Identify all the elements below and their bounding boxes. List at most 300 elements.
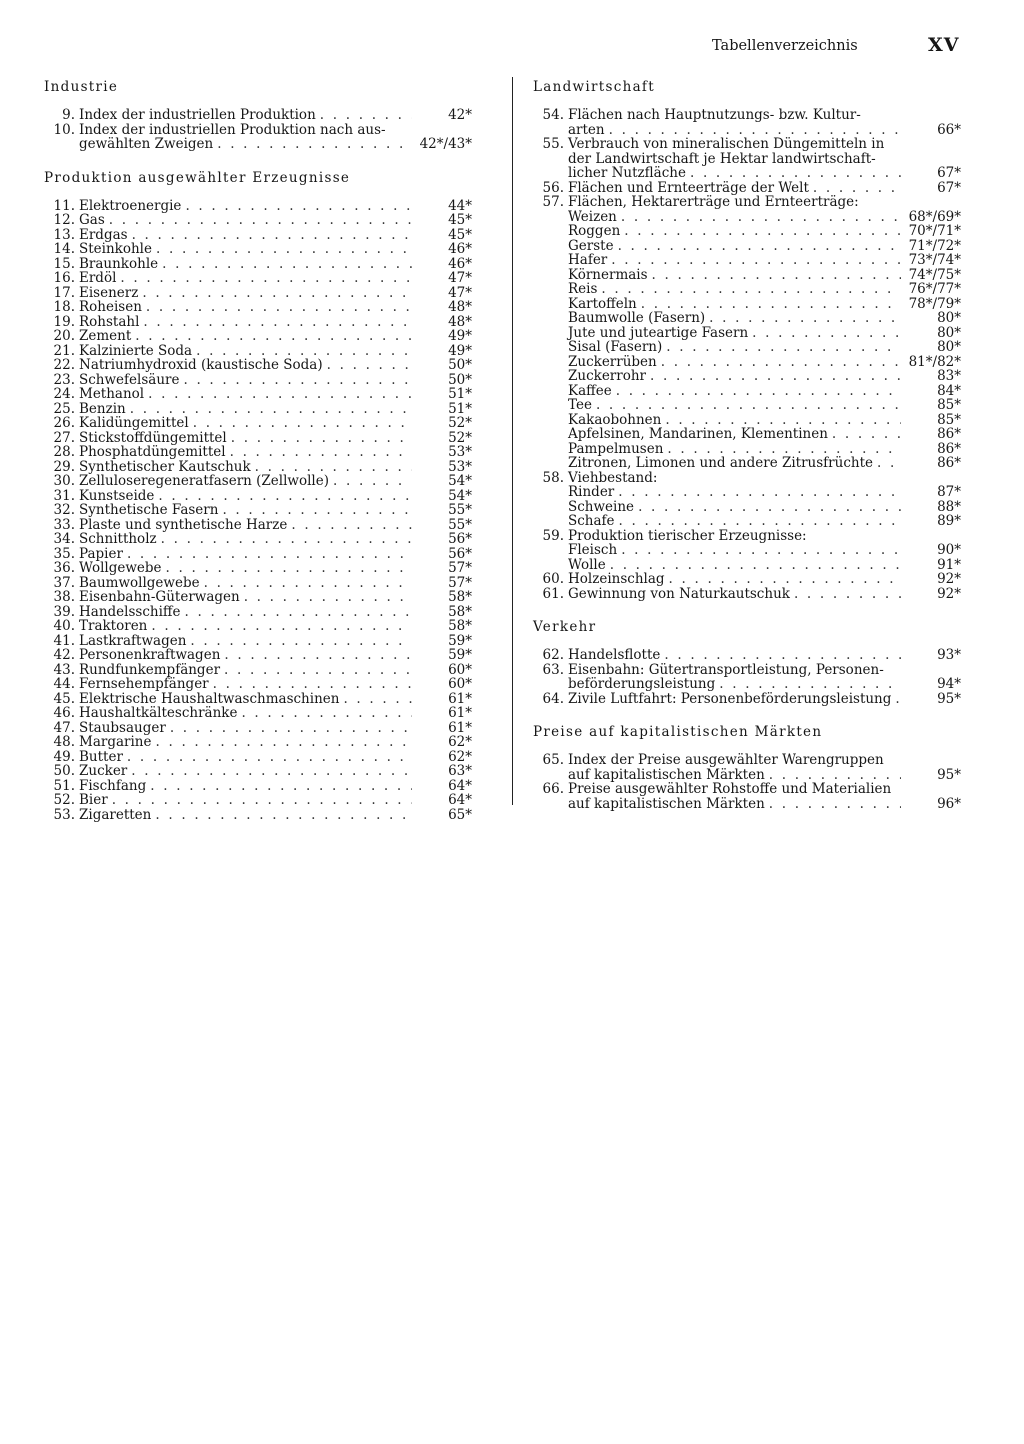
toc-entry bbox=[44, 518, 474, 533]
entry-title: Zigaretten bbox=[79, 806, 152, 823]
leader-dots bbox=[196, 344, 412, 359]
section-title: Preise auf kapitalistischen Märkten bbox=[533, 724, 823, 740]
entry-body bbox=[79, 257, 474, 272]
entry-line bbox=[568, 782, 963, 797]
entry-number: 50. bbox=[53, 763, 75, 779]
entry-line bbox=[568, 166, 963, 181]
entry-body bbox=[79, 692, 474, 707]
leader-dots bbox=[621, 210, 901, 225]
toc-entry bbox=[44, 648, 474, 663]
entry-line bbox=[79, 793, 474, 808]
page-reference: 92* bbox=[937, 585, 961, 602]
toc-entry bbox=[44, 793, 474, 808]
toc-entry bbox=[533, 648, 963, 663]
entry-line bbox=[568, 543, 963, 558]
entry-line bbox=[568, 413, 963, 428]
toc-entry bbox=[44, 605, 474, 620]
entry-number: 56. bbox=[542, 179, 564, 196]
entry-number: 15. bbox=[53, 255, 75, 272]
entry-title: Roheisen bbox=[79, 299, 142, 315]
entry-line bbox=[79, 561, 474, 576]
page-reference: 88* bbox=[937, 498, 961, 515]
page-reference: 85* bbox=[937, 397, 961, 413]
entry-line bbox=[568, 471, 963, 486]
entry-title: Butter bbox=[79, 748, 123, 765]
page-reference: 91* bbox=[937, 556, 961, 573]
entry-line bbox=[568, 123, 963, 138]
entry-title: auf kapitalistischen Märkten bbox=[568, 795, 765, 812]
page-reference: 59* bbox=[448, 632, 472, 649]
entry-title: Zivile Luftfahrt: Personenbeförderungsleistung bbox=[568, 690, 892, 707]
page-reference: 51* bbox=[448, 386, 472, 402]
page-reference: 44* bbox=[448, 197, 472, 214]
toc-subentry bbox=[533, 224, 963, 239]
leader-dots bbox=[769, 797, 901, 812]
entry-number: 30. bbox=[53, 473, 75, 489]
leader-dots bbox=[135, 329, 412, 344]
entry-number: 54. bbox=[542, 107, 564, 123]
entry-title: Sisal (Fasern) bbox=[568, 339, 663, 355]
leader-dots bbox=[333, 474, 412, 489]
leader-dots bbox=[156, 242, 412, 257]
entry-body bbox=[79, 750, 474, 765]
entry-title: Erdgas bbox=[79, 226, 128, 243]
toc-subentry bbox=[533, 282, 963, 297]
entry-body bbox=[568, 587, 963, 602]
entry-line bbox=[79, 721, 474, 736]
entry-line bbox=[79, 286, 474, 301]
page-reference: 95* bbox=[937, 690, 961, 707]
entry-title: Index der Preise ausgewählter Warengruppen bbox=[568, 752, 884, 768]
toc-entry bbox=[44, 721, 474, 736]
entry-title: Erdöl bbox=[79, 270, 117, 286]
entry-body bbox=[568, 442, 963, 457]
entry-number: 24. bbox=[53, 386, 75, 402]
entry-number: 52. bbox=[53, 792, 75, 808]
entry-body bbox=[568, 543, 963, 558]
leader-dots bbox=[217, 137, 412, 152]
entry-line bbox=[79, 431, 474, 446]
entry-body bbox=[79, 518, 474, 533]
page-reference: 83* bbox=[937, 368, 961, 384]
page-reference: 46* bbox=[448, 241, 472, 257]
page-reference: 49* bbox=[448, 328, 472, 344]
toc-entry bbox=[44, 561, 474, 576]
entry-body bbox=[568, 108, 963, 137]
toc-entry bbox=[44, 315, 474, 330]
toc-entry bbox=[44, 764, 474, 779]
entry-line bbox=[79, 706, 474, 721]
leader-dots bbox=[151, 619, 412, 634]
entry-line bbox=[79, 344, 474, 359]
toc-subentry bbox=[533, 355, 963, 370]
entry-body bbox=[79, 123, 474, 152]
entry-title: Roggen bbox=[568, 223, 621, 239]
page-reference: 67* bbox=[937, 165, 961, 181]
entry-number: 58. bbox=[542, 469, 564, 486]
entry-title: Wolle bbox=[568, 556, 606, 573]
entry-line bbox=[79, 634, 474, 649]
entry-line bbox=[79, 123, 474, 138]
entry-line bbox=[568, 768, 963, 783]
entry-title: Eisenbahn: Gütertransportleistung, Personen- bbox=[568, 661, 884, 678]
running-title: Tabellenverzeichnis bbox=[712, 38, 858, 54]
page-reference: 96* bbox=[937, 795, 961, 812]
toc-subentry bbox=[533, 268, 963, 283]
entry-title: Methanol bbox=[79, 386, 145, 402]
entry-body bbox=[79, 706, 474, 721]
page-reference: 49* bbox=[448, 342, 472, 359]
entry-number: 34. bbox=[53, 531, 75, 547]
page-reference: 95* bbox=[937, 766, 961, 783]
entry-body bbox=[568, 782, 963, 811]
toc-entry bbox=[44, 344, 474, 359]
entry-number: 60. bbox=[542, 571, 564, 587]
page-reference: 48* bbox=[448, 313, 472, 330]
page-reference: 47* bbox=[448, 270, 472, 286]
toc-subentry bbox=[533, 297, 963, 312]
leader-dots bbox=[146, 300, 412, 315]
toc-subentry bbox=[533, 514, 963, 529]
entry-line bbox=[79, 503, 474, 518]
entry-number: 53. bbox=[53, 806, 75, 823]
entry-number: 41. bbox=[53, 632, 75, 649]
section-title: Industrie bbox=[44, 79, 119, 95]
toc-entry bbox=[44, 431, 474, 446]
page-reference: 80* bbox=[937, 324, 961, 341]
entry-line bbox=[568, 311, 963, 326]
entry-body bbox=[79, 808, 474, 823]
page-reference: 66* bbox=[937, 121, 961, 138]
leader-dots bbox=[166, 561, 412, 576]
leader-dots bbox=[132, 228, 412, 243]
entry-line bbox=[568, 677, 963, 692]
leader-dots bbox=[150, 779, 412, 794]
entry-number: 10. bbox=[53, 121, 75, 138]
toc-entry bbox=[44, 402, 474, 417]
page-reference: 63* bbox=[448, 763, 472, 779]
toc-entry bbox=[44, 634, 474, 649]
page-number: XV bbox=[928, 34, 960, 56]
entry-body bbox=[79, 677, 474, 692]
toc-subentry bbox=[533, 456, 963, 471]
entry-body bbox=[79, 373, 474, 388]
page-reference: 52* bbox=[448, 415, 472, 431]
entry-title: Hafer bbox=[568, 252, 608, 268]
entry-title: Eisenbahn-Güterwagen bbox=[79, 589, 240, 605]
entry-number: 64. bbox=[542, 690, 564, 707]
entry-body bbox=[568, 355, 963, 370]
page-reference: 58* bbox=[448, 589, 472, 605]
entry-line bbox=[568, 427, 963, 442]
section-title: Produktion ausgewählter Erzeugnisse bbox=[44, 169, 351, 186]
page-reference: 56* bbox=[448, 545, 472, 562]
entry-line bbox=[568, 500, 963, 515]
page-reference: 87* bbox=[937, 484, 961, 500]
page-reference: 56* bbox=[448, 531, 472, 547]
leader-dots bbox=[112, 793, 412, 808]
entry-title: Apfelsinen, Mandarinen, Klementinen bbox=[568, 426, 828, 442]
entry-title: Rohstahl bbox=[79, 313, 140, 330]
page-reference: 48* bbox=[448, 299, 472, 315]
toc-subentry bbox=[533, 253, 963, 268]
entry-line bbox=[79, 402, 474, 417]
left-column bbox=[44, 80, 474, 841]
entry-line bbox=[79, 808, 474, 823]
page-reference: 68*/69* bbox=[908, 208, 961, 225]
toc-entry bbox=[44, 692, 474, 707]
toc-subentry bbox=[533, 543, 963, 558]
leader-dots bbox=[621, 543, 901, 558]
entry-line bbox=[79, 532, 474, 547]
toc-entry bbox=[44, 706, 474, 721]
entry-title: Papier bbox=[79, 545, 123, 562]
entry-number: 18. bbox=[53, 299, 75, 315]
page-reference: 80* bbox=[937, 310, 961, 326]
entry-title: Schnittholz bbox=[79, 531, 157, 547]
leader-dots bbox=[661, 355, 901, 370]
leader-dots bbox=[667, 442, 901, 457]
entry-body bbox=[568, 239, 963, 254]
entry-body bbox=[79, 764, 474, 779]
entry-body bbox=[79, 489, 474, 504]
entry-body bbox=[79, 634, 474, 649]
entry-body bbox=[568, 514, 963, 529]
leader-dots bbox=[343, 692, 412, 707]
page-reference: 76*/77* bbox=[908, 281, 961, 297]
entry-line bbox=[79, 271, 474, 286]
leader-dots bbox=[183, 373, 412, 388]
toc-entry bbox=[44, 329, 474, 344]
page-reference: 47* bbox=[448, 284, 472, 301]
entry-body bbox=[568, 753, 963, 782]
page-reference: 70*/71* bbox=[908, 223, 961, 239]
entry-number: 23. bbox=[53, 371, 75, 388]
page-reference: 46* bbox=[448, 255, 472, 272]
entry-number: 32. bbox=[53, 502, 75, 518]
entry-line bbox=[568, 558, 963, 573]
entry-title: Zelluloseregeneratfasern (Zellwolle) bbox=[79, 473, 329, 489]
entry-body bbox=[568, 137, 963, 181]
entry-body bbox=[568, 340, 963, 355]
toc-section bbox=[44, 80, 474, 152]
entry-body bbox=[79, 474, 474, 489]
leader-dots bbox=[291, 518, 412, 533]
entry-line bbox=[79, 315, 474, 330]
entry-title: Kunstseide bbox=[79, 487, 155, 504]
entry-body bbox=[79, 721, 474, 736]
page-reference: 85* bbox=[937, 411, 961, 428]
entry-title: Zuckerrüben bbox=[568, 353, 657, 370]
entry-body bbox=[568, 427, 963, 442]
leader-dots bbox=[109, 213, 412, 228]
entry-body bbox=[79, 315, 474, 330]
toc-entry bbox=[44, 416, 474, 431]
entry-line bbox=[568, 253, 963, 268]
entry-number: 48. bbox=[53, 734, 75, 750]
page-reference: 45* bbox=[448, 212, 472, 228]
page-reference: 61* bbox=[448, 719, 472, 736]
entry-title: Kalidüngemittel bbox=[79, 415, 189, 431]
entry-line bbox=[568, 195, 963, 210]
entry-body bbox=[79, 300, 474, 315]
toc-entry bbox=[44, 228, 474, 243]
leader-dots bbox=[148, 387, 412, 402]
entry-line bbox=[568, 369, 963, 384]
page-reference: 45* bbox=[448, 226, 472, 243]
leader-dots bbox=[130, 402, 412, 417]
entry-line bbox=[79, 590, 474, 605]
entry-title: Traktoren bbox=[79, 618, 148, 634]
entry-number: 12. bbox=[53, 212, 75, 228]
entry-body bbox=[79, 387, 474, 402]
leader-dots bbox=[610, 558, 901, 573]
entry-number: 11. bbox=[53, 197, 75, 214]
entry-title: Baumwollgewebe bbox=[79, 574, 200, 591]
entry-title: Lastkraftwagen bbox=[79, 632, 187, 649]
entry-line bbox=[568, 398, 963, 413]
leader-dots bbox=[596, 398, 901, 413]
entry-title: Flächen, Hektarerträge und Ernteerträge: bbox=[568, 194, 859, 210]
entry-line bbox=[79, 329, 474, 344]
leader-dots bbox=[222, 503, 412, 518]
entry-body bbox=[79, 576, 474, 591]
leader-dots bbox=[641, 297, 901, 312]
toc-entry bbox=[533, 692, 963, 707]
toc-entry bbox=[44, 257, 474, 272]
entry-title: Handelsflotte bbox=[568, 647, 661, 663]
entry-title: Weizen bbox=[568, 208, 617, 225]
page-reference: 54* bbox=[448, 487, 472, 504]
entry-body bbox=[568, 500, 963, 515]
entry-number: 21. bbox=[53, 342, 75, 359]
entry-title: Index der industriellen Produktion nach aus- bbox=[79, 121, 386, 138]
leader-dots bbox=[690, 166, 901, 181]
entry-line bbox=[568, 108, 963, 123]
entry-line bbox=[79, 108, 474, 123]
leader-dots bbox=[193, 416, 412, 431]
entry-number: 20. bbox=[53, 328, 75, 344]
entry-line bbox=[79, 199, 474, 214]
entry-line bbox=[79, 735, 474, 750]
toc-subentry bbox=[533, 558, 963, 573]
leader-dots bbox=[224, 663, 412, 678]
toc-section bbox=[533, 620, 963, 706]
entry-number: 49. bbox=[53, 748, 75, 765]
toc-entry bbox=[44, 199, 474, 214]
toc-subentry bbox=[533, 340, 963, 355]
leader-dots bbox=[650, 369, 901, 384]
entry-body bbox=[79, 793, 474, 808]
page-reference: 62* bbox=[448, 734, 472, 750]
entry-body bbox=[568, 268, 963, 283]
toc-entry bbox=[44, 387, 474, 402]
leader-dots bbox=[666, 340, 901, 355]
toc-section bbox=[533, 725, 963, 811]
entry-line bbox=[79, 416, 474, 431]
entry-title: arten bbox=[568, 121, 605, 138]
entry-number: 27. bbox=[53, 429, 75, 446]
entry-title: Fleisch bbox=[568, 542, 618, 558]
toc-entry bbox=[44, 300, 474, 315]
entry-title: gewählten Zweigen bbox=[79, 136, 214, 152]
toc-entry bbox=[44, 619, 474, 634]
entry-body bbox=[568, 558, 963, 573]
entry-number: 44. bbox=[53, 676, 75, 692]
entry-number: 28. bbox=[53, 444, 75, 460]
entry-line bbox=[79, 663, 474, 678]
page-reference: 59* bbox=[448, 647, 472, 663]
entry-line bbox=[79, 358, 474, 373]
entry-title: Bier bbox=[79, 792, 108, 808]
page-reference: 52* bbox=[448, 429, 472, 446]
leader-dots bbox=[131, 764, 412, 779]
leader-dots bbox=[231, 431, 412, 446]
entry-line bbox=[568, 326, 963, 341]
toc-entry bbox=[44, 373, 474, 388]
entry-title: Produktion tierischer Erzeugnisse: bbox=[568, 527, 807, 544]
toc-entry bbox=[533, 572, 963, 587]
leader-dots bbox=[255, 460, 412, 475]
entry-line bbox=[79, 228, 474, 243]
page-reference: 86* bbox=[937, 440, 961, 457]
entry-body bbox=[79, 648, 474, 663]
toc-entry bbox=[44, 547, 474, 562]
entry-number: 26. bbox=[53, 415, 75, 431]
leader-dots bbox=[120, 271, 412, 286]
toc-subentry bbox=[533, 398, 963, 413]
leader-dots bbox=[230, 445, 412, 460]
entry-number: 40. bbox=[53, 618, 75, 634]
entry-line bbox=[568, 355, 963, 370]
toc-subentry bbox=[533, 384, 963, 399]
entry-line bbox=[568, 137, 963, 152]
entry-body bbox=[568, 326, 963, 341]
entry-title: Elektroenergie bbox=[79, 197, 182, 214]
entry-title: Baumwolle (Fasern) bbox=[568, 310, 706, 326]
entry-number: 36. bbox=[53, 560, 75, 576]
entry-title: Steinkohle bbox=[79, 241, 152, 257]
page-reference: 61* bbox=[448, 705, 472, 721]
toc-entry bbox=[44, 445, 474, 460]
entry-body bbox=[568, 648, 963, 663]
entry-number: 29. bbox=[53, 458, 75, 475]
leader-dots bbox=[143, 315, 412, 330]
entry-title: Verbrauch von mineralischen Düngemitteln in bbox=[568, 136, 885, 152]
toc-entry bbox=[44, 735, 474, 750]
entry-body bbox=[79, 590, 474, 605]
entry-body bbox=[568, 224, 963, 239]
toc-entry bbox=[44, 123, 474, 152]
entry-title: Synthetische Fasern bbox=[79, 502, 219, 518]
entry-line bbox=[79, 750, 474, 765]
page-reference: 81*/82* bbox=[908, 353, 961, 370]
entry-title: Zucker bbox=[79, 763, 128, 779]
page-reference: 89* bbox=[937, 513, 961, 529]
entry-title: Flächen und Ernteerträge der Welt bbox=[568, 179, 809, 196]
toc-subentry bbox=[533, 326, 963, 341]
entry-body bbox=[79, 619, 474, 634]
column-divider bbox=[512, 77, 513, 805]
entry-title: Braunkohle bbox=[79, 255, 159, 272]
entry-title: der Landwirtschaft je Hektar landwirtschaft- bbox=[568, 150, 876, 167]
entry-number: 9. bbox=[62, 107, 75, 123]
entry-number: 47. bbox=[53, 719, 75, 736]
toc-entry bbox=[533, 587, 963, 602]
entry-line bbox=[568, 648, 963, 663]
leader-dots bbox=[611, 253, 901, 268]
leader-dots bbox=[244, 590, 412, 605]
